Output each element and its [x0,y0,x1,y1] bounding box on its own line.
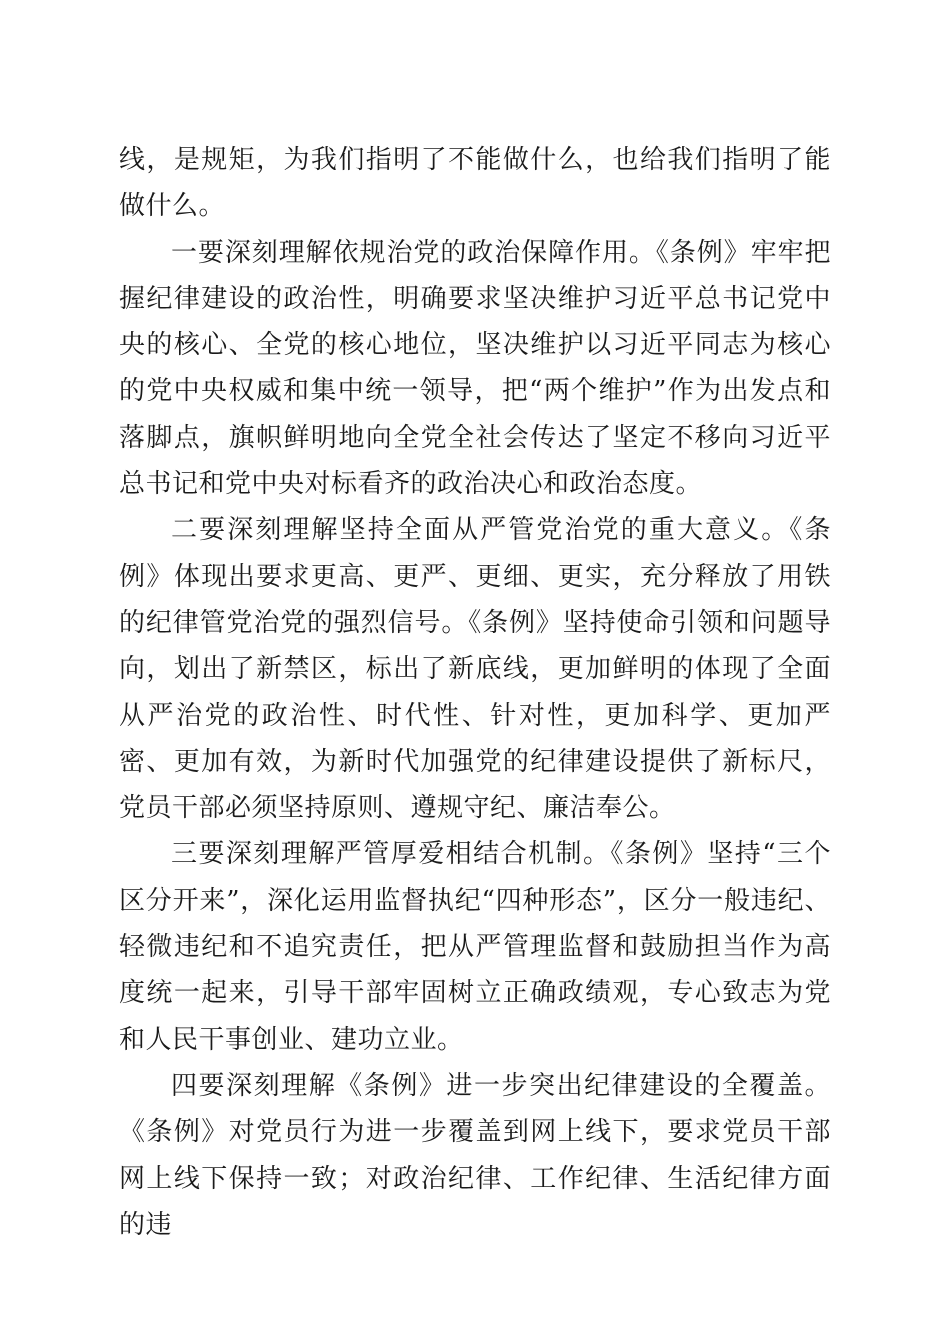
document-body [119,137,831,1248]
paragraph-point-4: 四要深刻理解《条例》进一步突出纪律建设的全覆盖。《条例》对党员行为进一步覆盖到网上线下，要求党员干部网上线下保持一致；对政治纪律、工作纪律、生活纪律方面的违 [119,1070,831,1240]
paragraph-continuation: 线，是规矩，为我们指明了不能做什么，也给我们指明了能做什么。 [119,145,831,222]
paragraph-point-3: 三要深刻理解严管厚爱相结合机制。《条例》坚持“三个区分开来”，深化运用监督执纪“四种形态”，区分一般违纪、轻微违纪和不追究责任，把从严管理监督和鼓励担当作为高度统一起来，引导干部牢固树立正确政绩观，专心致志为党和人民干事创业、建功立业。 [119,839,831,1055]
paragraph-point-2: 二要深刻理解坚持全面从严管党治党的重大意义。《条例》体现出要求更高、更严、更细、更实，充分释放了用铁的纪律管党治党的强烈信号。《条例》坚持使命引领和问题导向，划出了新禁区，标出了新底线，更加鲜明的体现了全面从严治党的政治性、时代性、针对性，更加科学、更加严密、更加有效，为新时代加强党的纪律建设提供了新标尺，党员干部必须坚持原则、遵规守纪、廉洁奉公。 [119,515,831,824]
paragraph-point-1: 一要深刻理解依规治党的政治保障作用。《条例》牢牢把握纪律建设的政治性，明确要求坚决维护习近平总书记党中央的核心、全党的核心地位，坚决维护以习近平同志为核心的党中央权威和集中统一领导，把“两个维护”作为出发点和落脚点，旗帜鲜明地向全党全社会传达了坚定不移向习近平总书记和党中央对标看齐的政治决心和政治态度。 [119,237,831,500]
